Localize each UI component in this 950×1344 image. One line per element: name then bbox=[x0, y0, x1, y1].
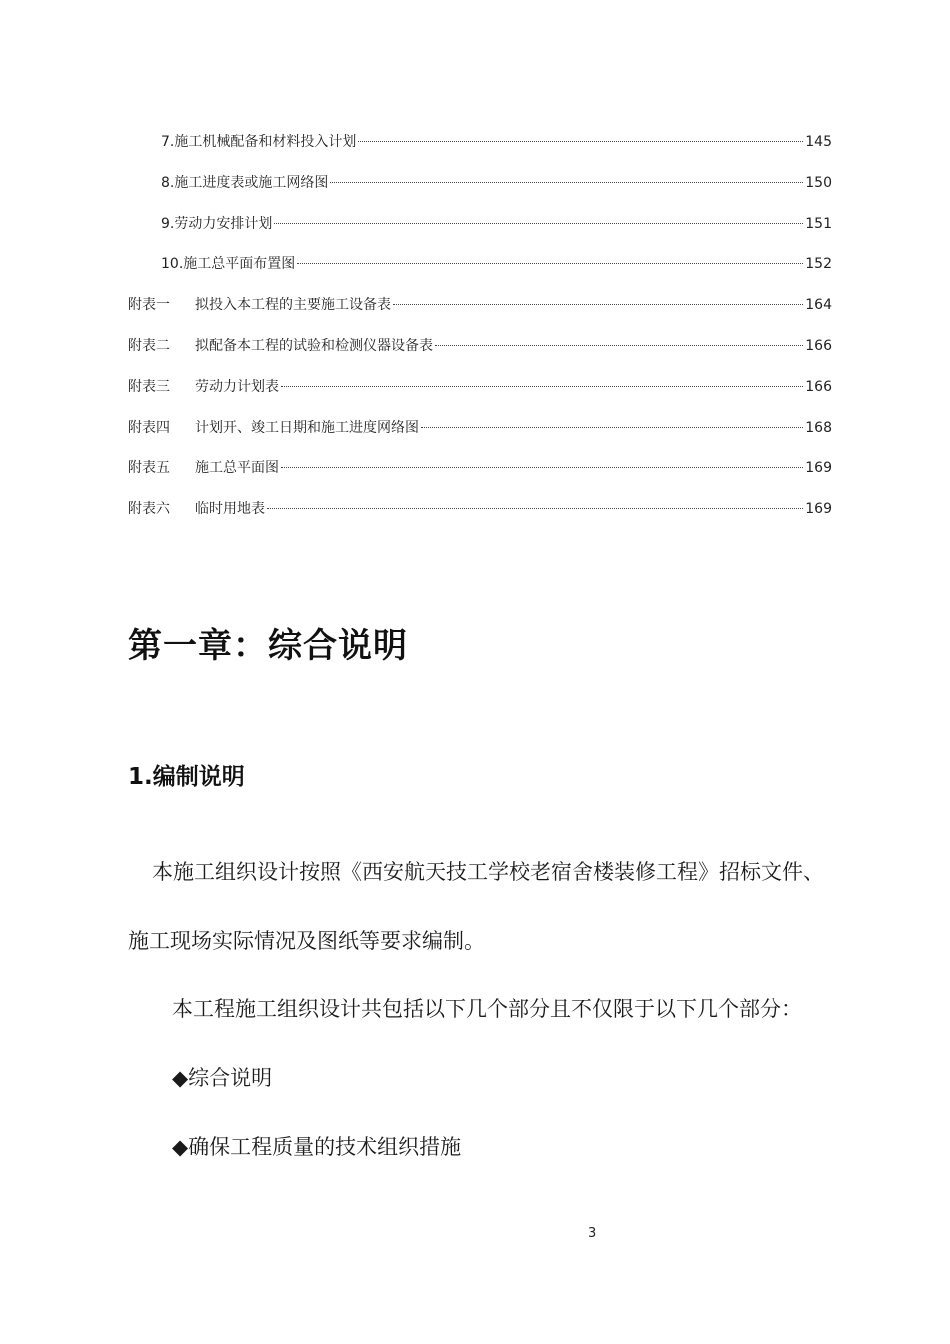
toc-entry-prefix: 附表四 bbox=[128, 419, 170, 436]
page-number: 3 bbox=[588, 1226, 597, 1241]
toc-leader-dots bbox=[281, 385, 803, 387]
toc-entry-prefix: 附表五 bbox=[128, 460, 170, 477]
toc-entry-page: 164 bbox=[805, 297, 832, 314]
toc-leader-dots bbox=[281, 466, 803, 468]
toc-entry-prefix: 附表六 bbox=[128, 501, 170, 518]
toc-entry-title: 计划开、竣工日期和施工进度网络图 bbox=[195, 419, 419, 436]
section-title: 1.编制说明 bbox=[128, 764, 245, 790]
toc-entry-page: 150 bbox=[805, 174, 832, 191]
intro-paragraph: 本施工组织设计按照《西安航天技工学校老宿舍楼装修工程》招标文件、施工现场实际情况及图纸等要求编制。 bbox=[128, 860, 824, 953]
toc-entry[interactable] bbox=[128, 456, 832, 497]
toc-entry-prefix: 附表三 bbox=[128, 378, 170, 395]
toc-entry[interactable] bbox=[128, 334, 832, 375]
toc-entry-page: 151 bbox=[805, 215, 832, 232]
toc-entry-prefix: 附表二 bbox=[128, 337, 170, 354]
table-of-contents bbox=[128, 130, 832, 538]
toc-entry-title: 7.施工机械配备和材料投入计划 bbox=[161, 134, 357, 150]
toc-entry-title: 10.施工总平面布置图 bbox=[161, 256, 296, 273]
toc-entry[interactable] bbox=[128, 497, 832, 538]
toc-entry-page: 166 bbox=[805, 337, 832, 354]
toc-entry[interactable] bbox=[128, 293, 832, 334]
toc-entry-title: 拟投入本工程的主要施工设备表 bbox=[195, 297, 391, 314]
toc-entry-page: 152 bbox=[805, 256, 832, 273]
toc-entry-page: 169 bbox=[805, 460, 832, 477]
toc-entry-title: 拟配备本工程的试验和检测仪器设备表 bbox=[195, 337, 433, 354]
toc-leader-dots bbox=[421, 426, 803, 428]
part-item: ◆综合说明 bbox=[172, 1066, 273, 1090]
toc-entry-prefix: 附表一 bbox=[128, 297, 170, 314]
toc-entry-page: 168 bbox=[805, 419, 832, 436]
toc-entry-title: 9.劳动力安排计划 bbox=[161, 215, 273, 232]
toc-leader-dots bbox=[435, 344, 803, 346]
toc-leader-dots bbox=[358, 140, 803, 142]
toc-leader-dots bbox=[330, 181, 803, 183]
toc-entry[interactable] bbox=[128, 212, 832, 253]
toc-entry[interactable] bbox=[128, 130, 832, 171]
toc-entry-title: 8.施工进度表或施工网络图 bbox=[161, 174, 329, 191]
toc-entry[interactable] bbox=[128, 171, 832, 212]
toc-leader-dots bbox=[297, 262, 803, 264]
toc-leader-dots bbox=[267, 507, 803, 509]
toc-entry[interactable] bbox=[128, 375, 832, 416]
toc-leader-dots bbox=[274, 222, 803, 224]
toc-leader-dots bbox=[393, 303, 803, 305]
toc-entry-title: 施工总平面图 bbox=[195, 460, 279, 477]
toc-entry-page: 169 bbox=[805, 501, 832, 518]
parts-intro: 本工程施工组织设计共包括以下几个部分且不仅限于以下几个部分： bbox=[172, 997, 802, 1021]
part-item: ◆确保工程质量的技术组织措施 bbox=[172, 1135, 462, 1159]
toc-entry-page: 145 bbox=[805, 134, 832, 150]
toc-entry[interactable] bbox=[128, 252, 832, 293]
toc-entry-title: 临时用地表 bbox=[195, 501, 265, 518]
toc-entry[interactable] bbox=[128, 416, 832, 457]
toc-entry-title: 劳动力计划表 bbox=[195, 378, 279, 395]
toc-entry-page: 166 bbox=[805, 378, 832, 395]
chapter-title: 第一章：综合说明 bbox=[128, 626, 408, 666]
